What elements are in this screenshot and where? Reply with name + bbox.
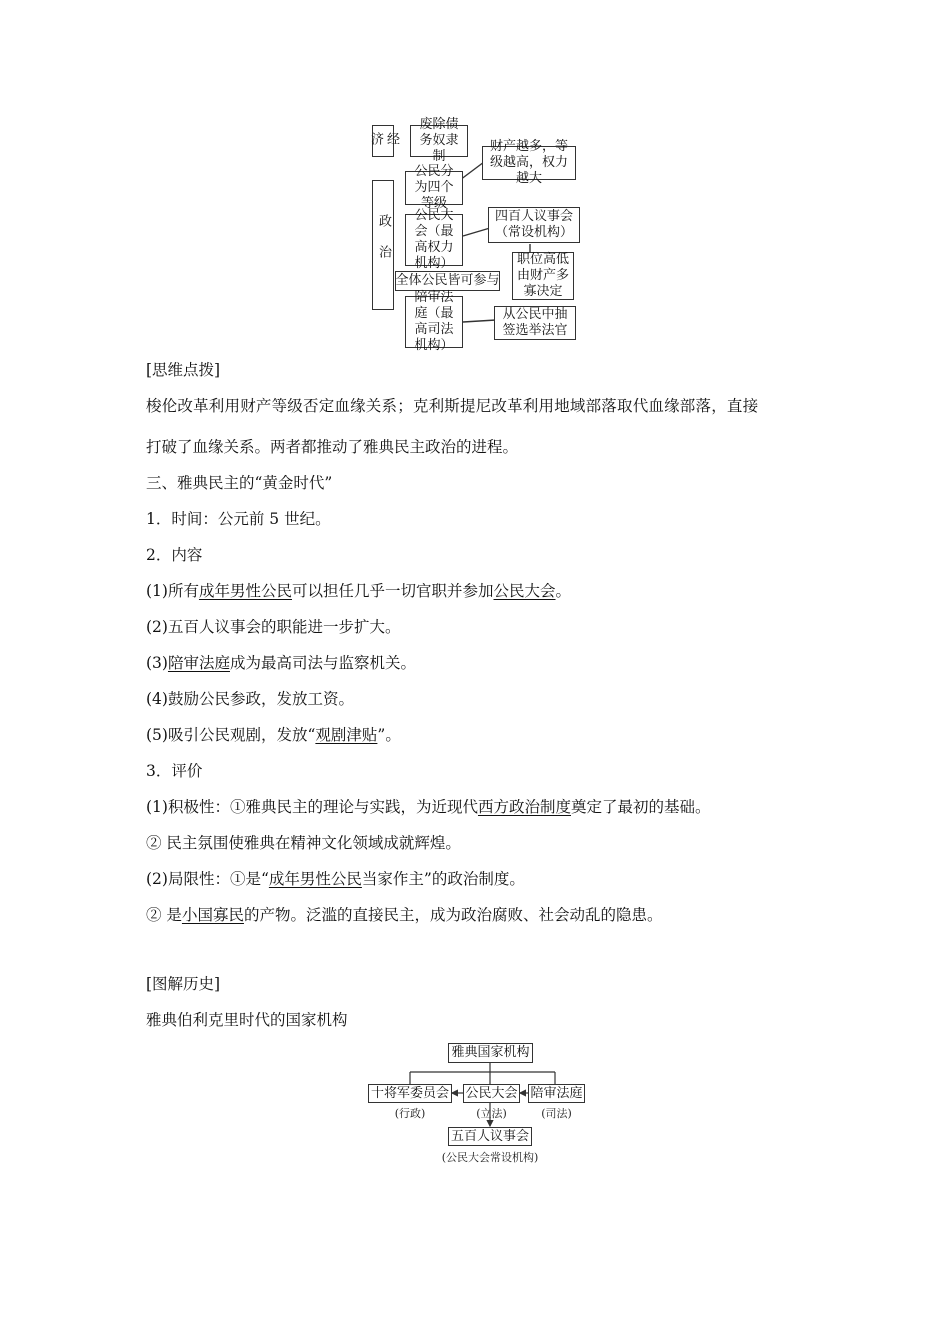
judicial-caption: (司法) (541, 1107, 572, 1120)
athens-state-organs-box: 雅典国家机构 (448, 1043, 533, 1063)
section-heading: 三、雅典民主的“黄金时代” (146, 474, 333, 492)
jury-court-box: 陪审法庭（最高司法机构） (405, 296, 463, 348)
four-classes-box: 公民分为四个等级 (405, 171, 463, 205)
list-item: (1)积极性：①雅典民主的理论与实践，为近现代西方政治制度奠定了最初的基础。 (146, 798, 711, 816)
paragraph-line: 梭伦改革利用财产等级否定血缘关系；克利斯提尼改革利用地域部落取代血缘部落，直接 (146, 397, 759, 415)
list-item: (4)鼓励公民参政，发放工资。 (146, 690, 354, 708)
underlined-term: 公民大会 (493, 582, 556, 600)
underlined-term: 观剧津贴 (315, 726, 378, 744)
lottery-judges-box: 从公民中抽签选举法官 (494, 306, 576, 340)
list-item: (3)陪审法庭成为最高司法与监察机关。 (146, 654, 416, 672)
illustrated-history-heading: [图解历史] (146, 975, 221, 993)
underlined-term: 陪审法庭 (167, 654, 230, 672)
list-item: ② 民主氛围使雅典在精神文化领域成就辉煌。 (146, 834, 461, 852)
list-item: (5)吸引公民观剧，发放“观剧津贴”。 (146, 726, 401, 744)
executive-caption: (行政) (394, 1107, 426, 1120)
underlined-term: 小国寡民 (181, 906, 244, 924)
jury-court-box-2: 陪审法庭 (528, 1084, 585, 1103)
citizen-assembly-box: 公民大会 (463, 1084, 520, 1103)
office-by-wealth-box: 职位高低由财产多寡决定 (512, 252, 574, 300)
list-item: 1．时间：公元前 5 世纪。 (146, 510, 331, 528)
list-item: 3．评价 (146, 762, 203, 780)
underlined-term: 成年男性公民 (268, 870, 362, 888)
all-citizens-box: 全体公民皆可参与 (395, 271, 500, 291)
politics-label: 政治 (376, 214, 391, 276)
council-500-caption: (公民大会常设机构) (441, 1151, 539, 1164)
council-400-box: 四百人议事会（常设机构） (488, 207, 580, 243)
council-500-box: 五百人议事会 (448, 1127, 532, 1146)
diagram2-caption: 雅典伯利克里时代的国家机构 (146, 1011, 348, 1029)
thinking-tip-heading: [思维点拨] (146, 361, 221, 379)
assembly-box: 公民大会（最高权力机构） (405, 214, 463, 266)
abolish-debt-slavery-box: 废除债务奴隶制 (410, 125, 468, 157)
list-item: 2．内容 (146, 546, 203, 564)
underlined-term: 成年男性公民 (198, 582, 292, 600)
wealth-rank-box: 财产越多，等级越高，权力越大 (482, 146, 576, 180)
underlined-term: 西方政治制度 (477, 798, 571, 816)
ten-generals-box: 十将军委员会 (368, 1084, 452, 1103)
paragraph-line: 打破了血缘关系。两者都推动了雅典民主政治的进程。 (146, 438, 519, 456)
list-item: (2)局限性：①是“成年男性公民当家作主”的政治制度。 (146, 870, 525, 888)
economy-label: 经济 (368, 131, 399, 151)
list-item: (2)五百人议事会的职能进一步扩大。 (146, 618, 401, 636)
list-item: ② 是小国寡民的产物。泛滥的直接民主，成为政治腐败、社会动乱的隐患。 (146, 906, 663, 924)
list-item: (1)所有成年男性公民可以担任几乎一切官职并参加公民大会。 (146, 582, 572, 600)
legislative-caption: (立法) (476, 1107, 507, 1120)
